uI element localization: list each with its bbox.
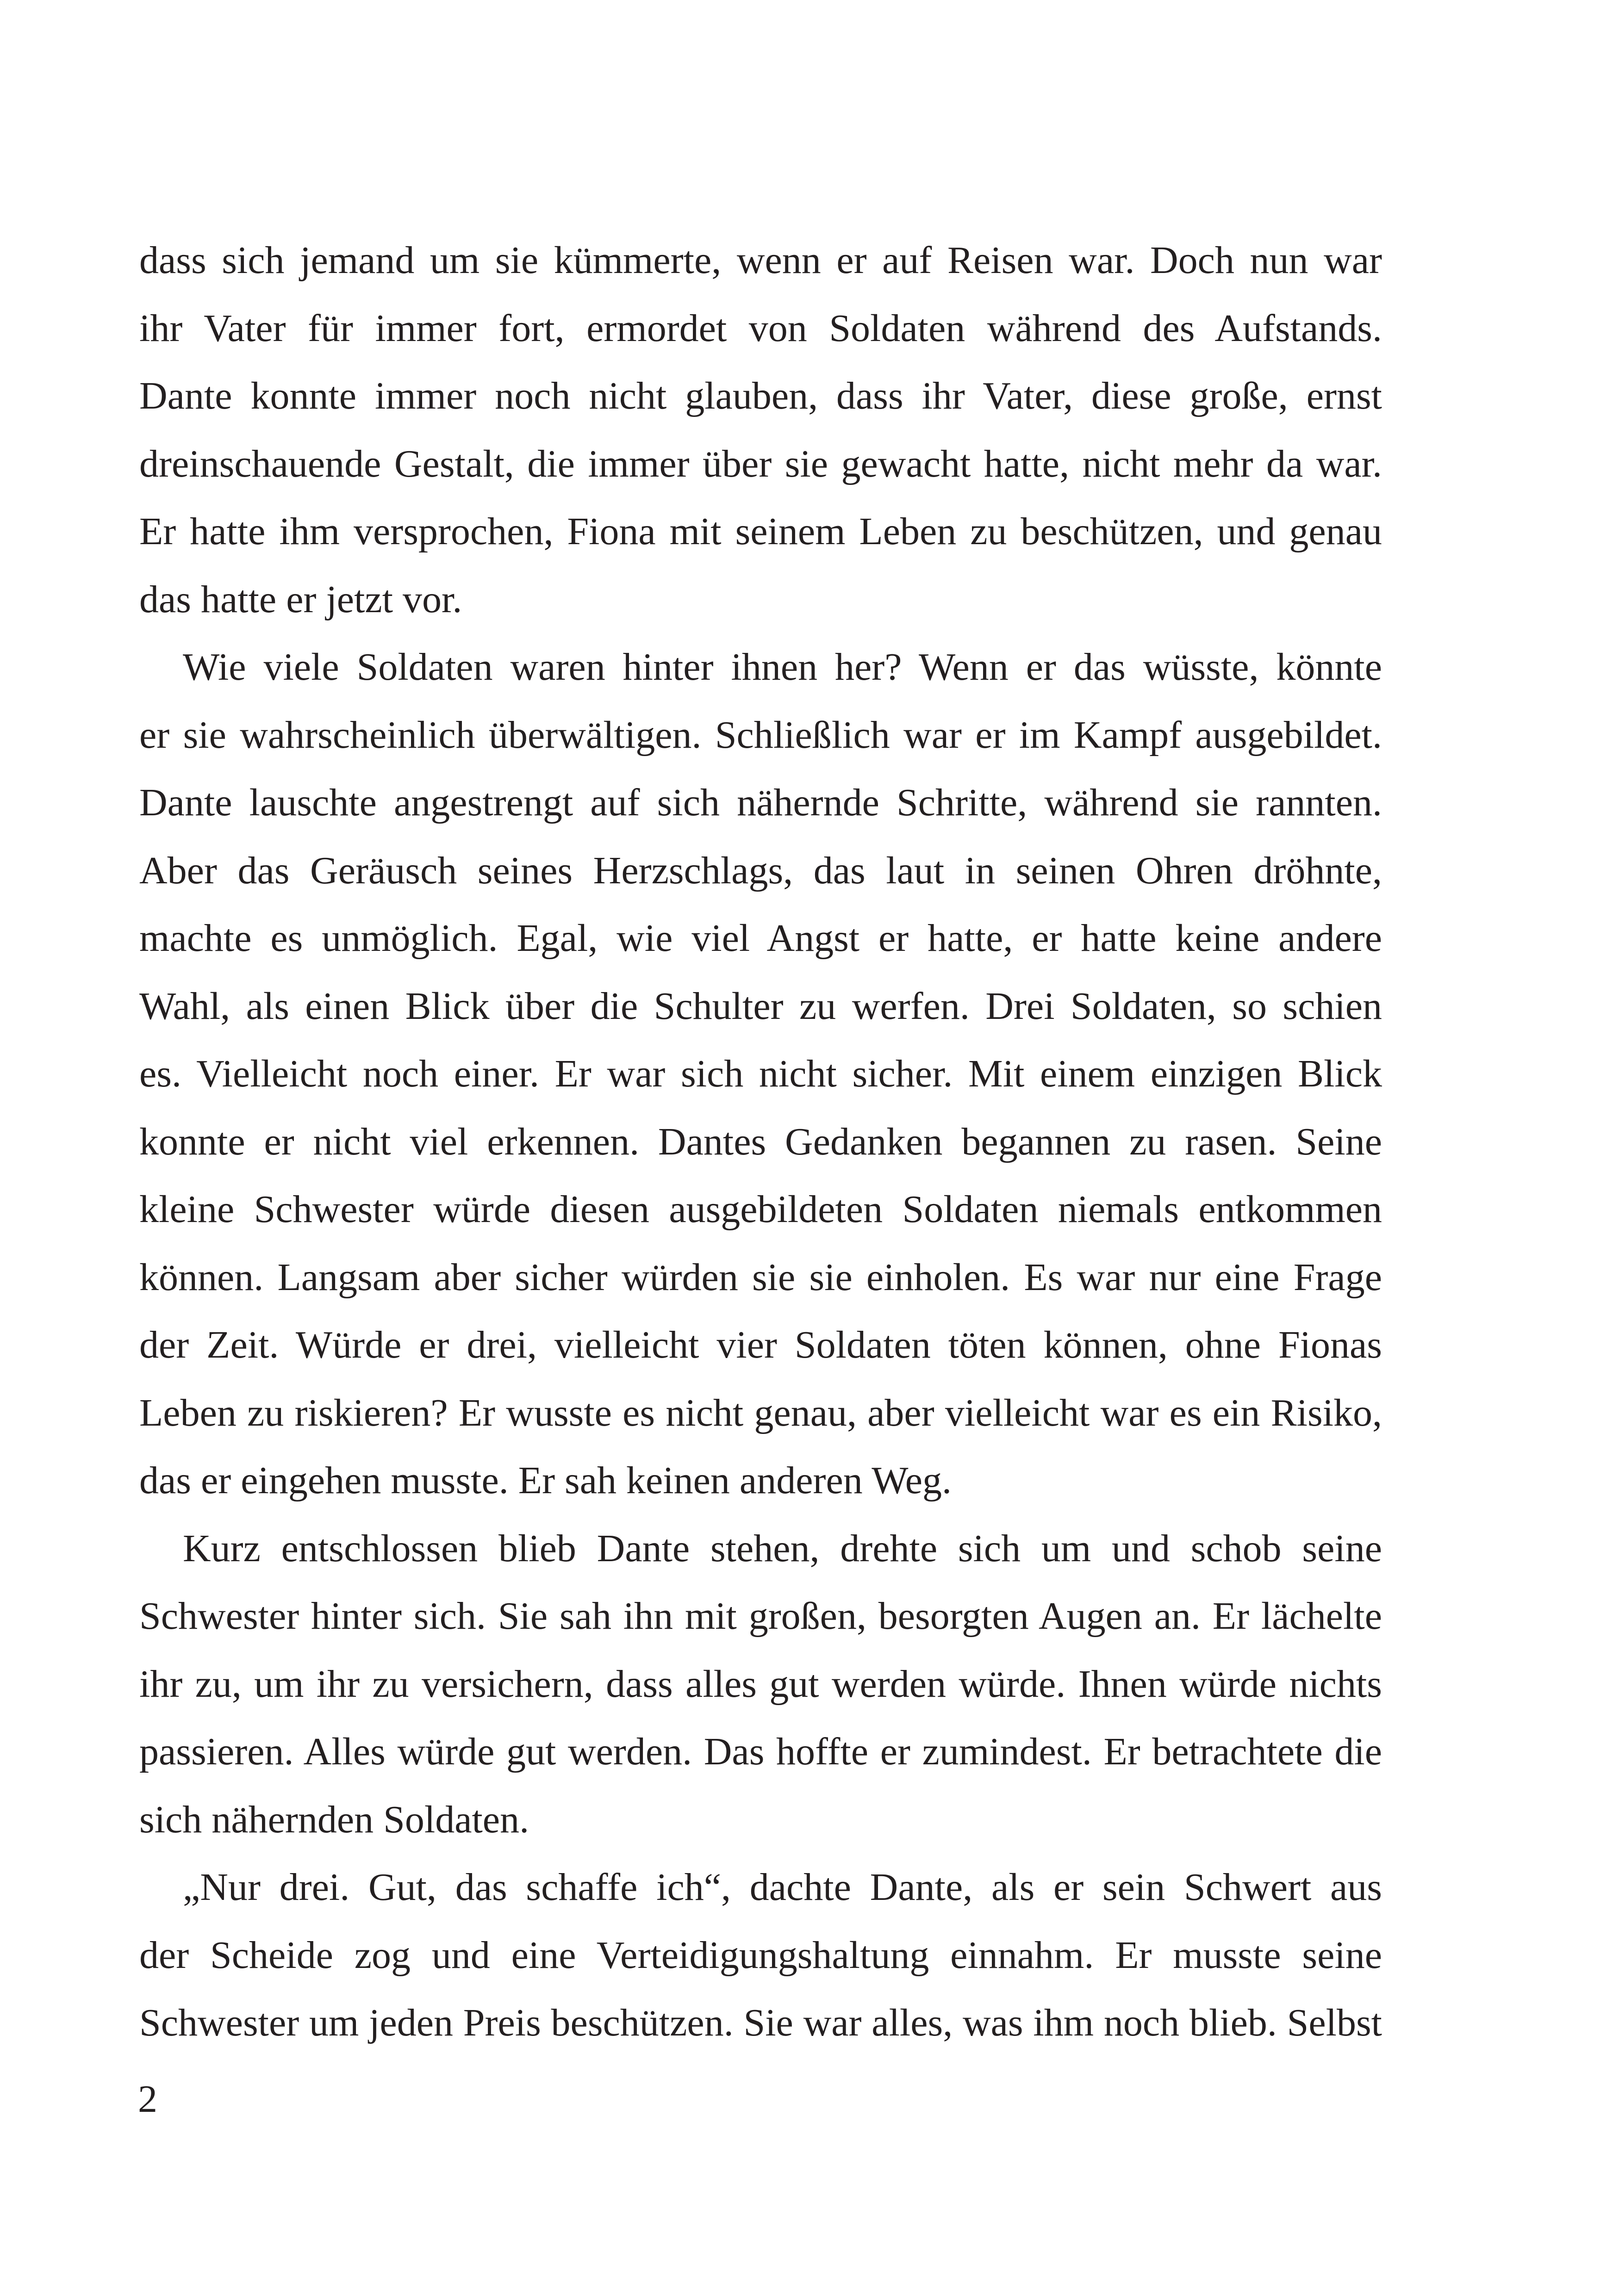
paragraph <box>139 227 1382 633</box>
text-line: sich nähernden Soldaten. <box>139 1798 529 1841</box>
text-line: er sie wahrscheinlich überwältigen. Schließlich war er im Kampf ausgebildet. <box>139 713 1382 757</box>
text-line: Wahl, als einen Blick über die Schulter zu werfen. Drei Soldaten, so schien <box>139 984 1382 1028</box>
text-line: Dante konnte immer noch nicht glauben, dass ihr Vater, diese große, ernst <box>139 374 1382 417</box>
text-line: „Nur drei. Gut, das schaffe ich“, dachte Dante, als er sein Schwert aus <box>183 1866 1382 1909</box>
text-line: das er eingehen musste. Er sah keinen anderen Weg. <box>139 1459 952 1502</box>
text-line: ihr zu, um ihr zu versichern, dass alles gut werden würde. Ihnen würde nichts <box>139 1662 1382 1706</box>
text-line: Kurz entschlossen blieb Dante stehen, drehte sich um und schob seine <box>183 1527 1382 1570</box>
paragraph <box>139 1515 1382 1854</box>
text-line: der Scheide zog und eine Verteidigungshaltung einnahm. Er musste seine <box>139 1933 1382 1977</box>
text-line: konnte er nicht viel erkennen. Dantes Gedanken begannen zu rasen. Seine <box>139 1120 1382 1163</box>
text-line: kleine Schwester würde diesen ausgebildeten Soldaten niemals entkommen <box>139 1188 1382 1231</box>
text-line: ihr Vater für immer fort, ermordet von Soldaten während des Aufstands. <box>139 306 1382 350</box>
text-line: dreinschauende Gestalt, die immer über sie gewacht hatte, nicht mehr da war. <box>139 442 1382 485</box>
page-number: 2 <box>138 2078 157 2121</box>
text-line: es. Vielleicht noch einer. Er war sich nicht sicher. Mit einem einzigen Blick <box>139 1052 1382 1095</box>
text-line: der Zeit. Würde er drei, vielleicht vier Soldaten töten können, ohne Fionas <box>139 1323 1382 1366</box>
text-line: das hatte er jetzt vor. <box>139 577 462 621</box>
text-line: dass sich jemand um sie kümmerte, wenn er auf Reisen war. Doch nun war <box>139 239 1382 282</box>
text-line: Dante lauschte angestrengt auf sich nähernde Schritte, während sie rannten. <box>139 781 1382 824</box>
text-line: Leben zu riskieren? Er wusste es nicht genau, aber vielleicht war es ein Risiko, <box>139 1391 1382 1434</box>
text-line: passieren. Alles würde gut werden. Das hoffte er zumindest. Er betrachtete die <box>139 1730 1382 1773</box>
text-line: machte es unmöglich. Egal, wie viel Angst er hatte, er hatte keine andere <box>139 917 1382 960</box>
text-line: Er hatte ihm versprochen, Fiona mit seinem Leben zu beschützen, und genau <box>139 510 1382 553</box>
text-line: Schwester um jeden Preis beschützen. Sie war alles, was ihm noch blieb. Selbst <box>139 2001 1382 2044</box>
paragraph <box>139 633 1382 1515</box>
text-line: Wie viele Soldaten waren hinter ihnen her? Wenn er das wüsste, könnte <box>183 645 1382 689</box>
paragraph <box>139 1854 1382 2057</box>
text-line: Aber das Geräusch seines Herzschlags, das laut in seinen Ohren dröhnte, <box>139 849 1382 892</box>
body-text <box>139 227 1382 2057</box>
text-line: Schwester hinter sich. Sie sah ihn mit großen, besorgten Augen an. Er lächelte <box>139 1595 1382 1638</box>
text-line: können. Langsam aber sicher würden sie sie einholen. Es war nur eine Frage <box>139 1255 1382 1299</box>
